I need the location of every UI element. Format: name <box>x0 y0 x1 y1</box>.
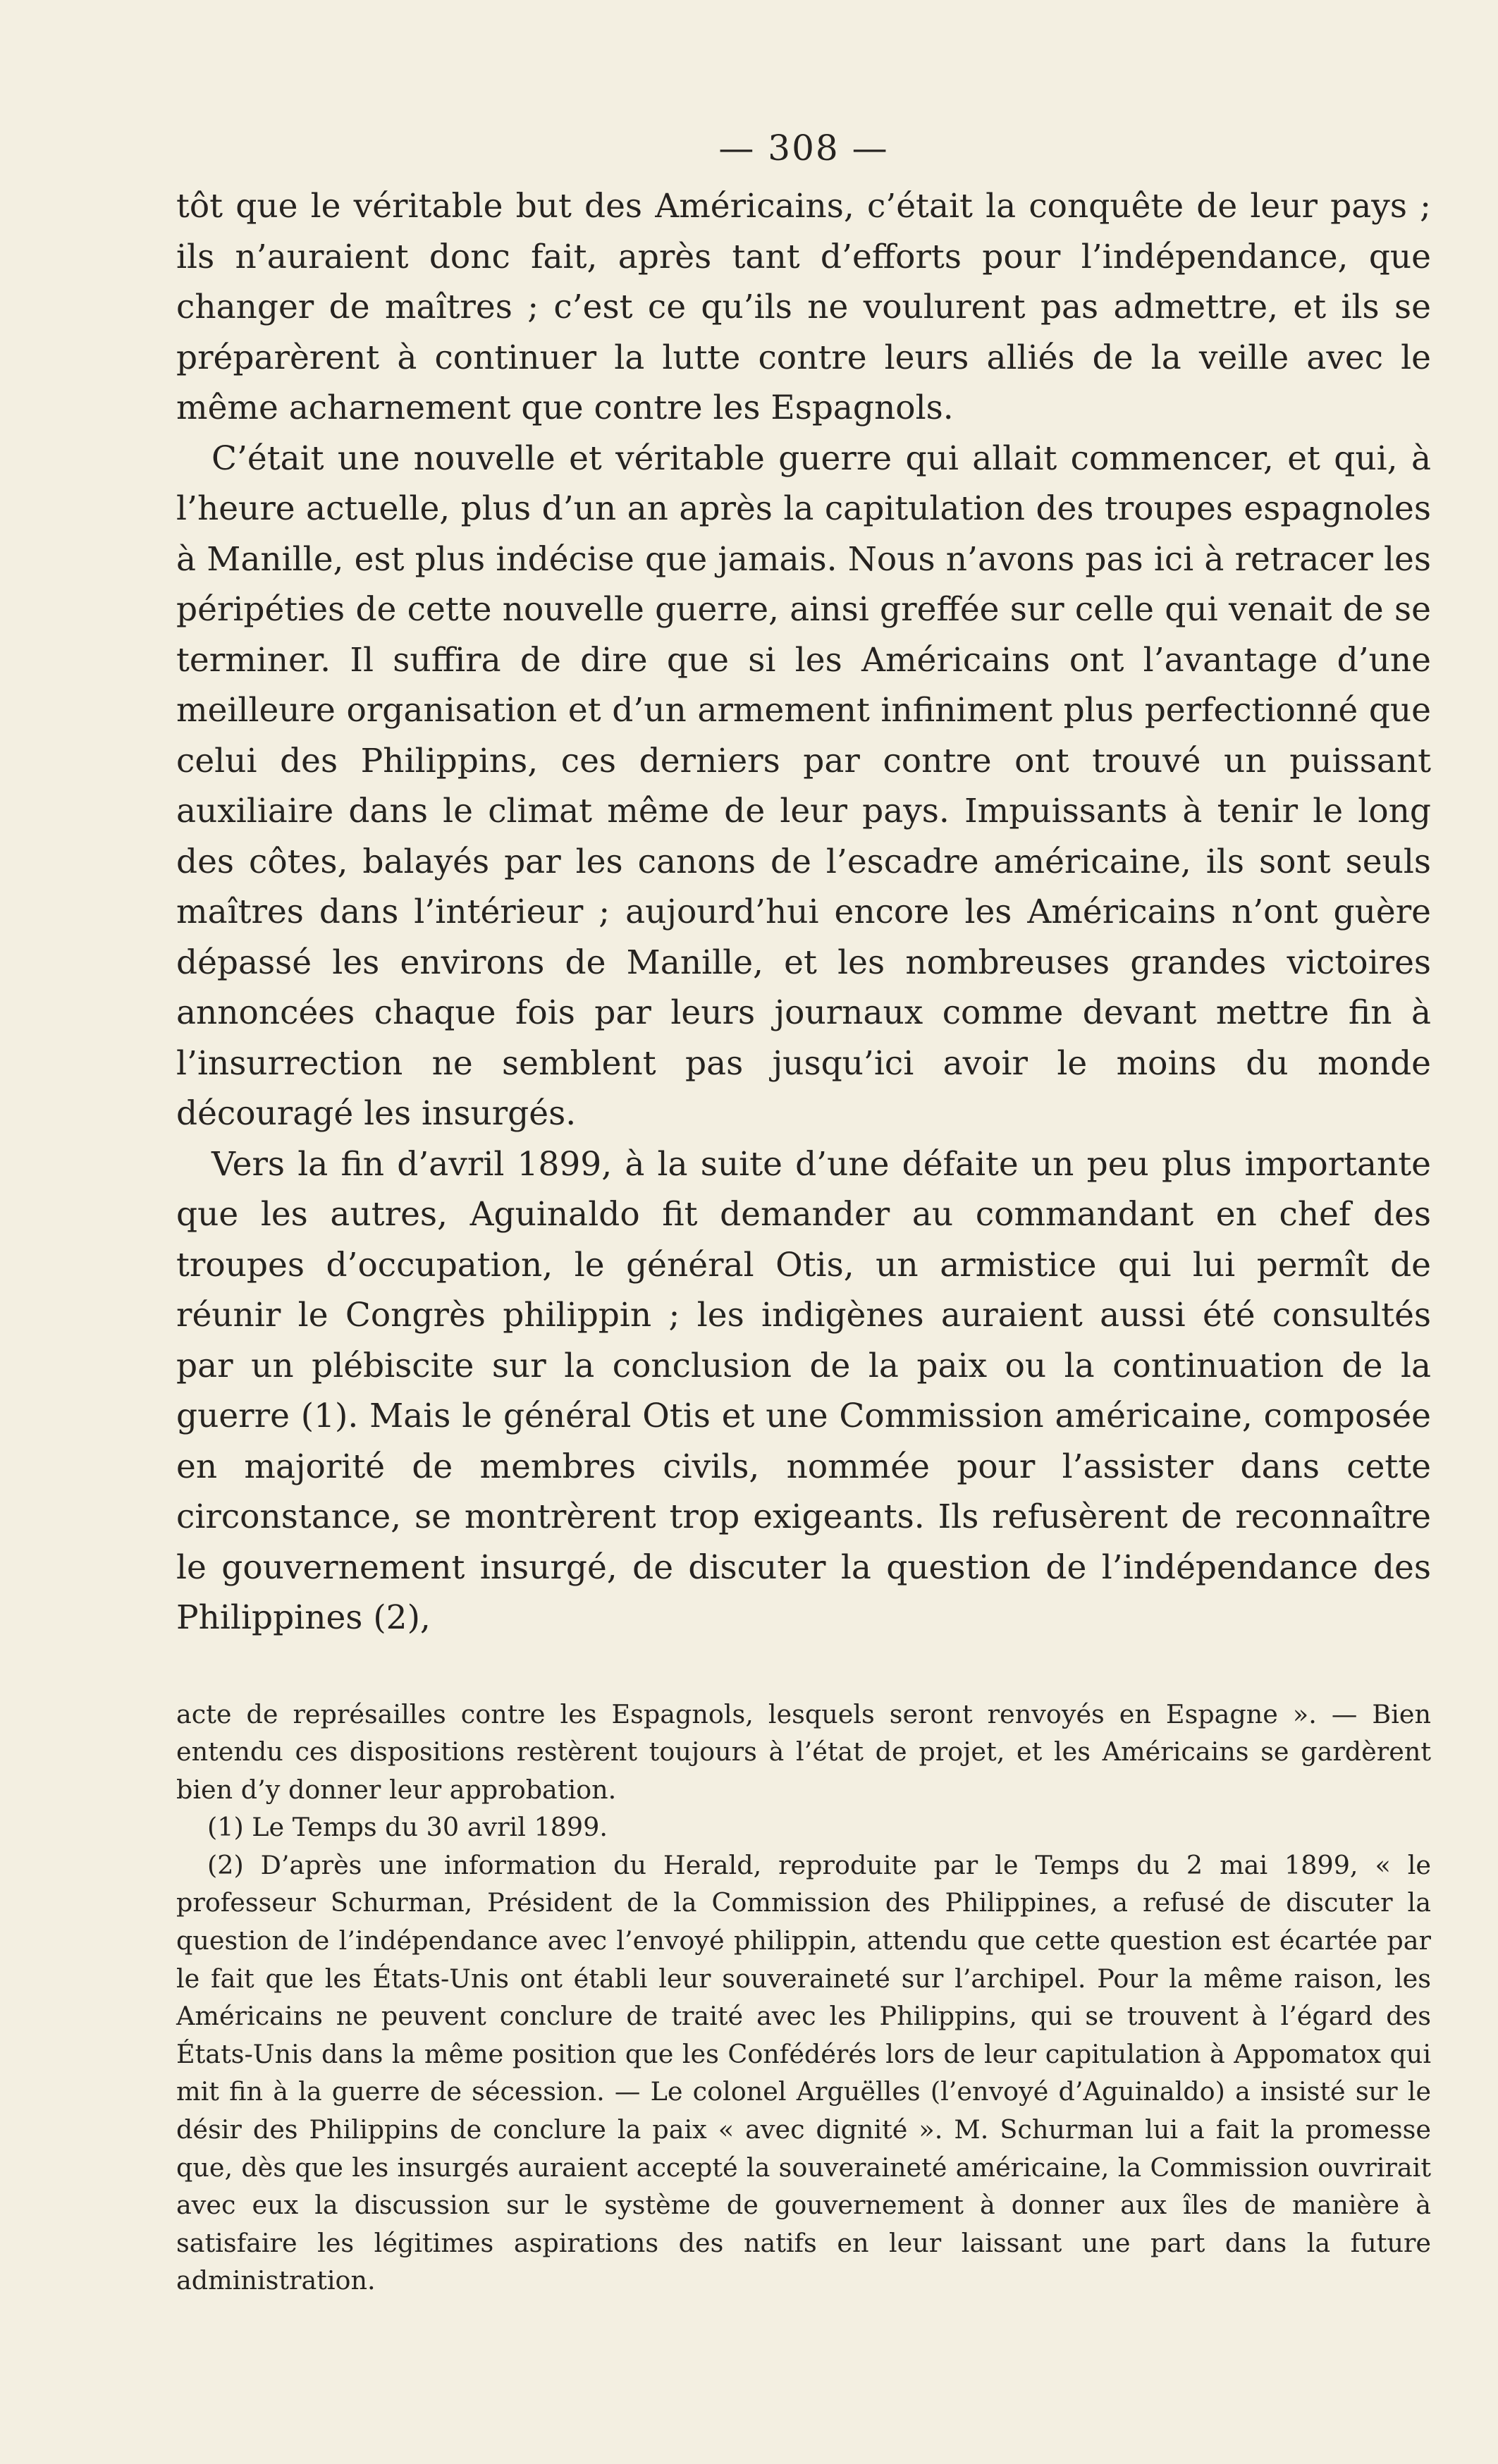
page-number: — 308 — <box>718 128 889 168</box>
paragraph-3: Vers la fin d’avril 1899, à la suite d’une défaite un peu plus importante que les autres, Aguinaldo fit demander au commandant en chef des troupes d’occupation, le général Otis, un armistice qui lui permît de réunir le Congrès philippin ; les indigènes auraient aussi été consultés par un plébiscite sur la conclusion de la paix ou la continuation de la guerre (1). Mais le général Otis et une Commission américaine, composée en majorité de membres civils, nommée pour l’assister dans cette circonstance, se montrèrent trop exigeants. Ils refusèrent de reconnaître le gouvernement insurgé, de discuter la question de l’indépendance des Philippines (2), <box>176 1144 1431 1637</box>
footnote-1: (1) Le Temps du 30 avril 1899. <box>207 1812 608 1843</box>
paragraph-1: tôt que le véritable but des Américains, c’était la conquête de leur pays ; ils n’auraient donc fait, après tant d’efforts pour l’indépendance, que changer de maîtres ; c’est ce qu’ils ne voulurent pas admettre, et ils se préparèrent à continuer la lutte contre leurs alliés de la veille avec le même acharnement que contre les Espagnols. <box>176 187 1431 427</box>
main-text <box>176 181 1431 1643</box>
footnote-continuation: acte de représailles contre les Espagnols, lesquels seront renvoyés en Espagne ». — Bien entendu ces dispositions restèrent toujours à l’état de projet, et les Américains se gardèrent bien d’y donner leur approbation. <box>176 1698 1431 1805</box>
footnote-2: (2) D’après une information du Herald, reproduite par le Temps du 2 mai 1899, « le professeur Schurman, Président de la Commission des Philippines, a refusé de discuter la question de l’indépendance avec l’envoyé philippin, attendu que cette question est écartée par le fait que les États-Unis ont établi leur souveraineté sur l’archipel. Pour la même raison, les Américains ne peuvent conclure de traité avec les Philippins, qui se trouvent à l’égard des États-Unis dans la même position que les Confédérés lors de leur capitulation à Appomatox qui mit fin à la guerre de sécession. — Le colonel Arguëlles (l’envoyé d’Aguinaldo) a insisté sur le désir des Philippins de conclure la paix « avec dignité ». M. Schurman lui a fait la promesse que, dès que les insurgés auraient accepté la souveraineté américaine, la Commission ouvrirait avec eux la discussion sur le système de gouvernement à donner aux îles de manière à satisfaire les légitimes aspirations des natifs en leur laissant une part dans la future administration. <box>176 1849 1431 2296</box>
book-page <box>176 130 1431 2300</box>
paragraph-2: C’était une nouvelle et véritable guerre qui allait commencer, et qui, à l’heure actuelle, plus d’un an après la capitulation des troupes espagnoles à Manille, est plus indécise que jamais. Nous n’avons pas ici à retracer les péripéties de cette nouvelle guerre, ainsi greffée sur celle qui venait de se terminer. Il suffira de dire que si les Américains ont l’avantage d’une meilleure organisation et d’un armement infiniment plus perfectionné que celui des Philippins, ces derniers par contre ont trouvé un puissant auxiliaire dans le climat même de leur pays. Impuissants à tenir le long des côtes, balayés par les canons de l’escadre américaine, ils sont seuls maîtres dans l’intérieur ; aujourd’hui encore les Américains n’ont guère dépassé les environs de Manille, et les nombreuses grandes victoires annoncées chaque fois par leurs journaux comme devant mettre fin à l’insurrection ne semblent pas jusqu’ici avoir le moins du monde découragé les insurgés. <box>176 439 1431 1133</box>
footnotes <box>176 1696 1431 2300</box>
